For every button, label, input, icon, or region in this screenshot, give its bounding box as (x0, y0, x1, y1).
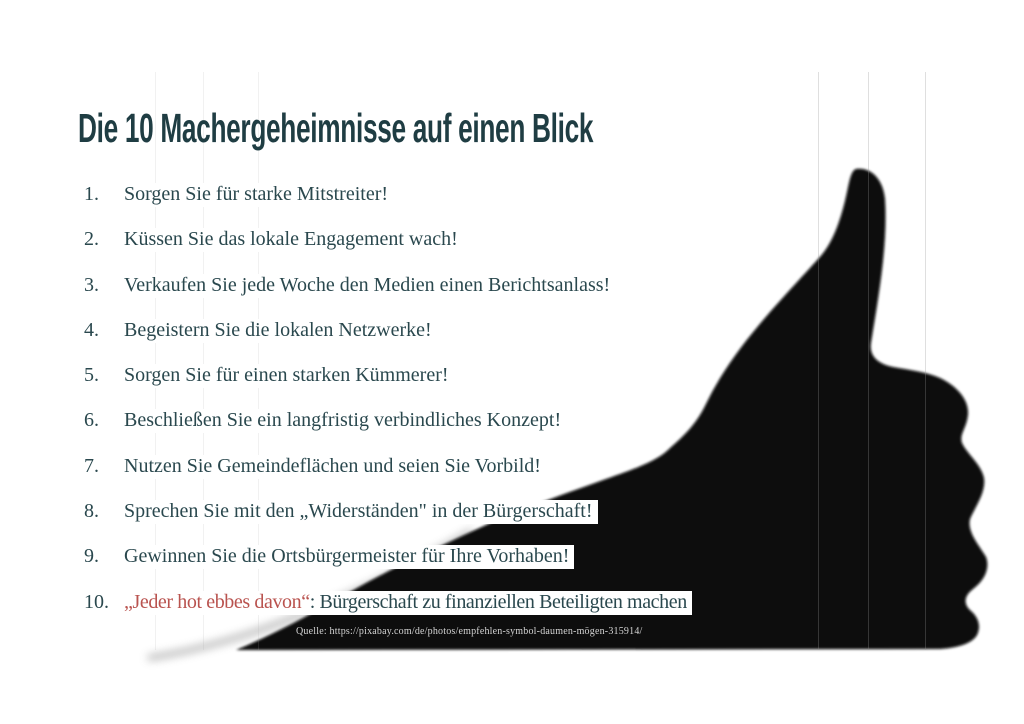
list-item-6 (84, 409, 692, 433)
item-text-highlight-red: „Jeder hot ebbes davon“ (124, 590, 310, 613)
list-item-10 (84, 591, 692, 615)
list-item-5 (84, 364, 692, 388)
item-number: 10. (84, 590, 109, 613)
image-source-credit: Quelle: https://pixabay.com/de/photos/empfehlen-symbol-daumen-mögen-315914/ (296, 626, 643, 637)
item-text-rest: : Bürgerschaft zu finanziellen Beteiligten machen (309, 590, 687, 613)
list-item-7 (84, 455, 692, 479)
item-number: 6. (84, 409, 99, 432)
list-item-8 (84, 500, 692, 524)
list-item-2 (84, 228, 692, 252)
item-number: 9. (84, 545, 99, 568)
item-text (122, 591, 692, 615)
list-item-4 (84, 319, 692, 343)
item-text: Gewinnen Sie die Ortsbürgermeister für Ihre Vorhaben! (122, 545, 574, 569)
item-text: Küssen Sie das lokale Engagement wach! (122, 228, 463, 252)
item-text: Begeistern Sie die lokalen Netzwerke! (122, 319, 437, 343)
item-number: 1. (84, 183, 99, 205)
item-text: Sorgen Sie für starke Mitstreiter! (122, 183, 393, 207)
item-number: 5. (84, 364, 99, 387)
slide-title: Die 10 Machergeheimnisse auf einen Blick (78, 105, 594, 151)
item-text: Nutzen Sie Gemeindeflächen und seien Sie Vorbild! (122, 455, 546, 479)
item-number: 2. (84, 228, 99, 251)
item-text: Verkaufen Sie jede Woche den Medien einen Berichtsanlass! (122, 274, 615, 298)
list-item-9 (84, 545, 692, 569)
item-text: Sorgen Sie für einen starken Kümmerer! (122, 364, 454, 388)
item-number: 7. (84, 454, 99, 477)
item-text: Sprechen Sie mit den „Widerständen" in der Bürgerschaft! (122, 500, 598, 524)
list-item-1 (84, 183, 692, 207)
item-number: 4. (84, 318, 99, 341)
list-item-3 (84, 274, 692, 298)
item-number: 8. (84, 500, 99, 523)
item-number: 3. (84, 273, 99, 296)
secrets-list (84, 183, 692, 636)
item-text: Beschließen Sie ein langfristig verbindliches Konzept! (122, 409, 566, 433)
